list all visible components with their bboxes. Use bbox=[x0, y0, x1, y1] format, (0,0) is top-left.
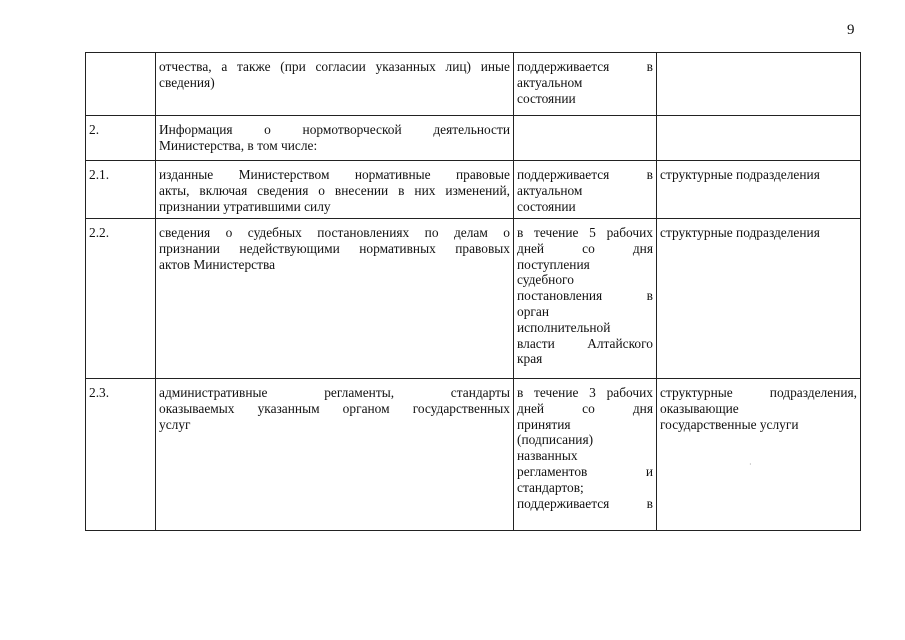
cell-line: государственные услуги bbox=[660, 416, 799, 432]
cell-line: административные регламенты, стандарты bbox=[159, 385, 510, 400]
responsible-cell bbox=[657, 379, 861, 531]
cell-line bbox=[660, 59, 857, 75]
cell-line: актуальном bbox=[517, 182, 583, 198]
cell-line: принятия bbox=[517, 416, 571, 432]
cell-line: края bbox=[517, 351, 543, 367]
cell-line: состоянии bbox=[517, 198, 576, 214]
cell-line: оказываемых указанным органом государственных bbox=[159, 400, 510, 416]
cell-line: судебного bbox=[517, 272, 574, 288]
info-cell bbox=[156, 219, 514, 379]
responsible-cell bbox=[657, 161, 861, 219]
cell-line: структурные подразделения bbox=[660, 167, 820, 182]
cell-line: исполнительной bbox=[517, 319, 611, 335]
cell-line: (подписания) bbox=[517, 432, 594, 448]
cell-line: орган bbox=[517, 303, 549, 319]
responsible-cell bbox=[657, 219, 861, 379]
cell-line: оказывающие bbox=[660, 400, 739, 416]
cell-line: поддерживается в bbox=[517, 59, 653, 74]
cell-line: признании утратившими силу bbox=[159, 198, 331, 214]
cell-line: поступления bbox=[517, 256, 590, 272]
row-number: 2.3. bbox=[89, 385, 110, 400]
responsible-cell bbox=[657, 116, 861, 161]
cell-line: в течение 3 рабочих bbox=[517, 385, 653, 400]
period-cell bbox=[514, 161, 657, 219]
cell-line: власти Алтайского bbox=[517, 335, 653, 351]
cell-line: регламентов и bbox=[517, 463, 653, 479]
info-cell bbox=[156, 379, 514, 531]
cell-line bbox=[517, 122, 653, 138]
period-cell bbox=[514, 116, 657, 161]
cell-line: структурные подразделения bbox=[660, 225, 820, 240]
cell-line: названных bbox=[517, 448, 578, 464]
table-row bbox=[86, 53, 861, 116]
cell-line: изданные Министерством нормативные правовые bbox=[159, 167, 510, 182]
cell-line: услуг bbox=[159, 416, 191, 432]
table-row bbox=[86, 379, 861, 531]
cell-line: структурные подразделения, bbox=[660, 385, 857, 400]
cell-line: признании недействующими нормативных правовых bbox=[159, 240, 510, 256]
row-number-cell bbox=[86, 379, 156, 531]
cell-line: стандартов; bbox=[517, 479, 584, 495]
row-number: 2.2. bbox=[89, 225, 110, 240]
cell-line bbox=[660, 122, 857, 138]
table-row bbox=[86, 219, 861, 379]
period-cell bbox=[514, 379, 657, 531]
cell-line: в течение 5 рабочих bbox=[517, 225, 653, 240]
cell-line: актуальном bbox=[517, 74, 583, 90]
cell-line: поддерживается в bbox=[517, 495, 653, 511]
cell-line: состоянии bbox=[517, 90, 576, 106]
period-cell bbox=[514, 219, 657, 379]
row-number-cell bbox=[86, 53, 156, 116]
cell-line: Информация о нормотворческой деятельности bbox=[159, 122, 510, 137]
responsible-cell bbox=[657, 53, 861, 116]
cell-line: дней со дня bbox=[517, 400, 653, 416]
row-number: 2.1. bbox=[89, 167, 110, 182]
row-number-cell bbox=[86, 219, 156, 379]
cell-line: дней со дня bbox=[517, 240, 653, 256]
row-number: 2. bbox=[89, 122, 100, 137]
page-number: 9 bbox=[847, 22, 855, 38]
info-cell bbox=[156, 161, 514, 219]
table-row bbox=[86, 116, 861, 161]
cell-line: отчества, а также (при согласии указанных лиц) иные bbox=[159, 59, 510, 74]
period-cell bbox=[514, 53, 657, 116]
row-number-cell bbox=[86, 116, 156, 161]
cell-line: сведения) bbox=[159, 74, 215, 90]
info-cell bbox=[156, 116, 514, 161]
document-table bbox=[85, 52, 861, 531]
cell-line: сведения о судебных постановлениях по делам о bbox=[159, 225, 510, 240]
row-number-cell bbox=[86, 161, 156, 219]
info-cell bbox=[156, 53, 514, 116]
cell-line: постановления в bbox=[517, 288, 653, 304]
cell-line: актов Министерства bbox=[159, 256, 276, 272]
cell-line: поддерживается в bbox=[517, 167, 653, 182]
cell-line: Министерства, в том числе: bbox=[159, 137, 318, 153]
scan-speck: · bbox=[749, 460, 752, 469]
cell-line: акты, включая сведения о внесении в них изменений, bbox=[159, 182, 510, 198]
table-row bbox=[86, 161, 861, 219]
